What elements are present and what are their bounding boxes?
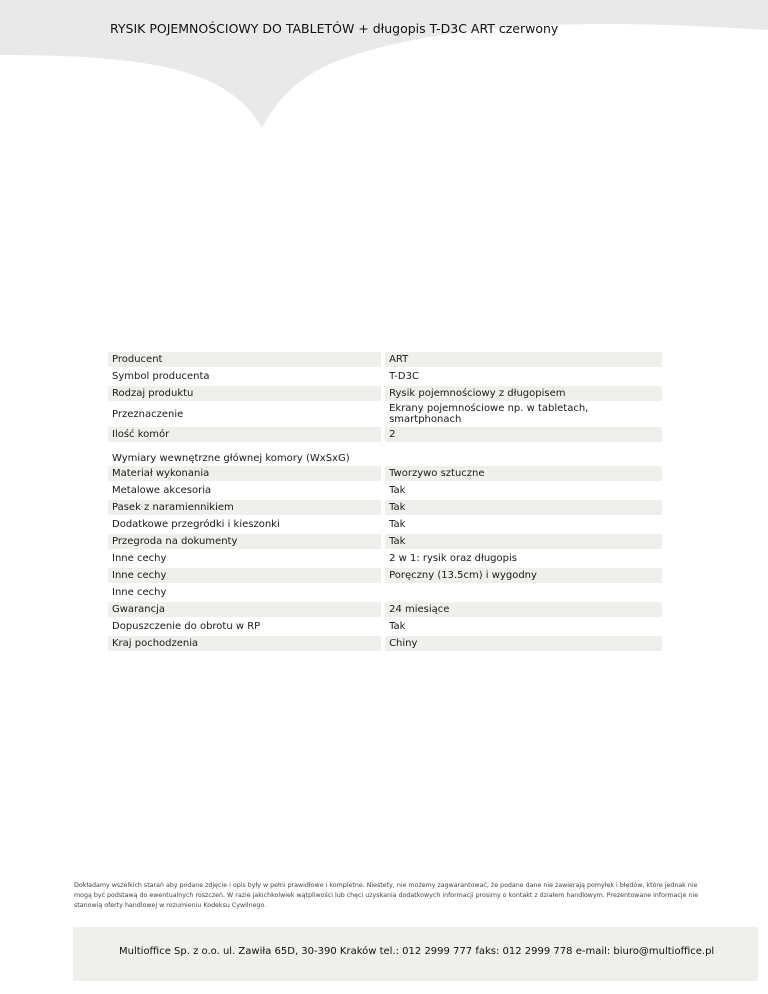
spec-table — [108, 350, 662, 653]
spec-row — [108, 534, 662, 549]
spec-label: Producent — [108, 352, 381, 367]
spec-label: Inne cechy — [108, 568, 381, 583]
spec-row — [108, 636, 662, 651]
spec-label: Metalowe akcesoria — [108, 483, 381, 498]
spec-value — [385, 585, 662, 600]
spec-row — [108, 369, 662, 384]
spec-row — [108, 483, 662, 498]
spec-label: Ilość komór — [108, 427, 381, 442]
spec-label: Pasek z naramiennikiem — [108, 500, 381, 515]
spec-value: Tak — [385, 500, 662, 515]
spec-row — [108, 466, 662, 481]
disclaimer-text: Dokładamy wszelkich starań aby podane zdjęcie i opis były w pełni prawidłowe i kompletne. Niestety, nie możemy zagwarantować, że podane dane nie zawierają pomyłek i błędów, które jednak nie mogą być podstawą do ewentualnych roszczeń. W razie jakichkolwiek wątpliwości lub chęci uzyskania dodatkowych informacji prosimy o kontakt z działem handlowym. Prezentowane informacje nie stanowią oferty handlowej w rozumieniu Kodeksu Cywilnego. — [74, 882, 699, 909]
spec-value — [385, 444, 662, 464]
spec-row — [108, 386, 662, 401]
spec-value: 2 w 1: rysik oraz długopis — [385, 551, 662, 566]
spec-row — [108, 517, 662, 532]
spec-label: Przeznaczenie — [108, 403, 381, 425]
spec-row — [108, 500, 662, 515]
spec-label: Symbol producenta — [108, 369, 381, 384]
spec-row — [108, 585, 662, 600]
spec-value: Ekrany pojemnościowe np. w tabletach, smartphonach — [385, 403, 662, 425]
page-title: RYSIK POJEMNOŚCIOWY DO TABLETÓW + długopis T-D3C ART czerwony — [110, 21, 559, 36]
spec-label: Przegroda na dokumenty — [108, 534, 381, 549]
spec-label: Wymiary wewnętrzne głównej komory (WxSxG) — [108, 444, 381, 464]
spec-value: 24 miesiące — [385, 602, 662, 617]
spec-row — [108, 427, 662, 442]
spec-value: ART — [385, 352, 662, 367]
spec-label: Dopuszczenie do obrotu w RP — [108, 619, 381, 634]
spec-row — [108, 568, 662, 583]
spec-label: Materiał wykonania — [108, 466, 381, 481]
spec-value: T-D3C — [385, 369, 662, 384]
spec-value: Tworzywo sztuczne — [385, 466, 662, 481]
spec-value: Tak — [385, 517, 662, 532]
spec-value: 2 — [385, 427, 662, 442]
spec-row — [108, 619, 662, 634]
spec-value: Tak — [385, 534, 662, 549]
spec-row — [108, 403, 662, 425]
spec-label: Kraj pochodzenia — [108, 636, 381, 651]
spec-label: Inne cechy — [108, 585, 381, 600]
spec-label: Gwarancja — [108, 602, 381, 617]
spec-value: Tak — [385, 483, 662, 498]
spec-value: Rysik pojemnościowy z długopisem — [385, 386, 662, 401]
spec-label: Rodzaj produktu — [108, 386, 381, 401]
spec-row — [108, 551, 662, 566]
spec-value: Chiny — [385, 636, 662, 651]
spec-row — [108, 352, 662, 367]
spec-row — [108, 444, 662, 464]
footer-contact: Multioffice Sp. z o.o. ul. Zawiła 65D, 30-390 Kraków tel.: 012 2999 777 faks: 012 2999 778 e-mail: biuro@multioffice.pl — [119, 946, 715, 957]
spec-label: Dodatkowe przegródki i kieszonki — [108, 517, 381, 532]
spec-label: Inne cechy — [108, 551, 381, 566]
spec-value: Poręczny (13.5cm) i wygodny — [385, 568, 662, 583]
spec-value: Tak — [385, 619, 662, 634]
spec-row — [108, 602, 662, 617]
